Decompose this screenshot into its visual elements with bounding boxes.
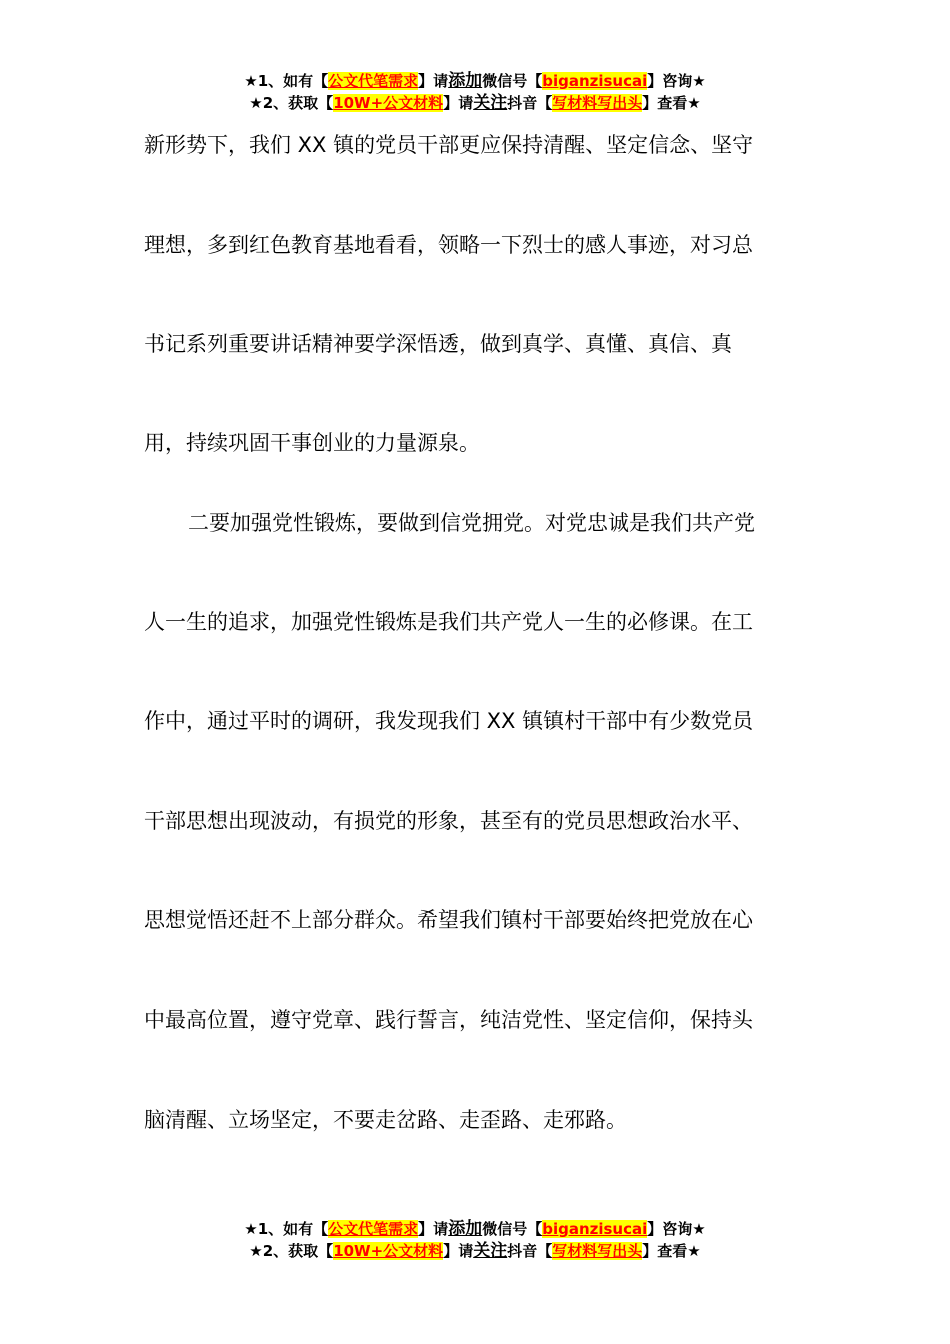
banner-line-2	[0, 92, 950, 114]
banner-text: ★1、如有【	[244, 1220, 329, 1238]
banner-line-1	[0, 1218, 950, 1240]
banner-text: ★2、获取【	[249, 94, 334, 112]
banner-text: 】咨询★	[647, 1220, 706, 1238]
banner-text: ★2、获取【	[249, 1242, 334, 1260]
banner-emphasis: 关注	[473, 93, 508, 113]
banner-text: 】请	[418, 1220, 449, 1238]
banner-text: 】查看★	[642, 1242, 701, 1260]
highlight-service: 公文代笔需求	[328, 72, 419, 90]
banner-text: 】查看★	[642, 94, 701, 112]
body-line: 脑清醒、立场坚定，不要走岔路、走歪路、走邪路。	[144, 1108, 627, 1132]
banner-text: 抖音【	[507, 94, 553, 112]
banner-text: ★1、如有【	[244, 72, 329, 90]
body-line: 人一生的追求，加强党性锻炼是我们共产党人一生的必修课。在工	[144, 610, 753, 634]
body-line: 作中，通过平时的调研，我发现我们 XX 镇镇村干部中有少数党员	[144, 709, 754, 733]
highlight-materials: 10W+公文材料	[333, 94, 444, 112]
body-line: 思想觉悟还赶不上部分群众。希望我们镇村干部要始终把党放在心	[144, 908, 753, 932]
body-line: 理想，多到红色教育基地看看，领略一下烈士的感人事迹，对习总	[144, 233, 753, 257]
highlight-materials: 10W+公文材料	[333, 1242, 444, 1260]
banner-text: 】请	[418, 72, 449, 90]
body-line: 中最高位置，遵守党章、践行誓言，纯洁党性、坚定信仰，保持头	[144, 1008, 753, 1032]
body-line: 用，持续巩固干事创业的力量源泉。	[144, 431, 480, 455]
banner-text: 】咨询★	[647, 72, 706, 90]
banner-line-2	[0, 1240, 950, 1262]
banner-emphasis: 添加	[448, 71, 483, 91]
body-line: 新形势下，我们 XX 镇的党员干部更应保持清醒、坚定信念、坚守	[144, 133, 754, 157]
banner-text: 微信号【	[482, 1220, 543, 1238]
banner-text: 微信号【	[482, 72, 543, 90]
footer-banner	[0, 1218, 950, 1262]
highlight-wechat-id: biganzisucai	[542, 1220, 648, 1238]
banner-text: 】请	[443, 94, 474, 112]
banner-text: 】请	[443, 1242, 474, 1260]
body-line: 二要加强党性锻炼，要做到信党拥党。对党忠诚是我们共产党	[188, 511, 755, 535]
body-line: 书记系列重要讲话精神要学深悟透，做到真学、真懂、真信、真	[144, 332, 732, 356]
banner-emphasis: 关注	[473, 1241, 508, 1261]
banner-line-1	[0, 70, 950, 92]
banner-emphasis: 添加	[448, 1219, 483, 1239]
header-banner	[0, 70, 950, 114]
highlight-douyin-account: 写材料写出头	[552, 1242, 643, 1260]
banner-text: 抖音【	[507, 1242, 553, 1260]
highlight-douyin-account: 写材料写出头	[552, 94, 643, 112]
highlight-wechat-id: biganzisucai	[542, 72, 648, 90]
body-line: 干部思想出现波动，有损党的形象，甚至有的党员思想政治水平、	[144, 809, 753, 833]
highlight-service: 公文代笔需求	[328, 1220, 419, 1238]
